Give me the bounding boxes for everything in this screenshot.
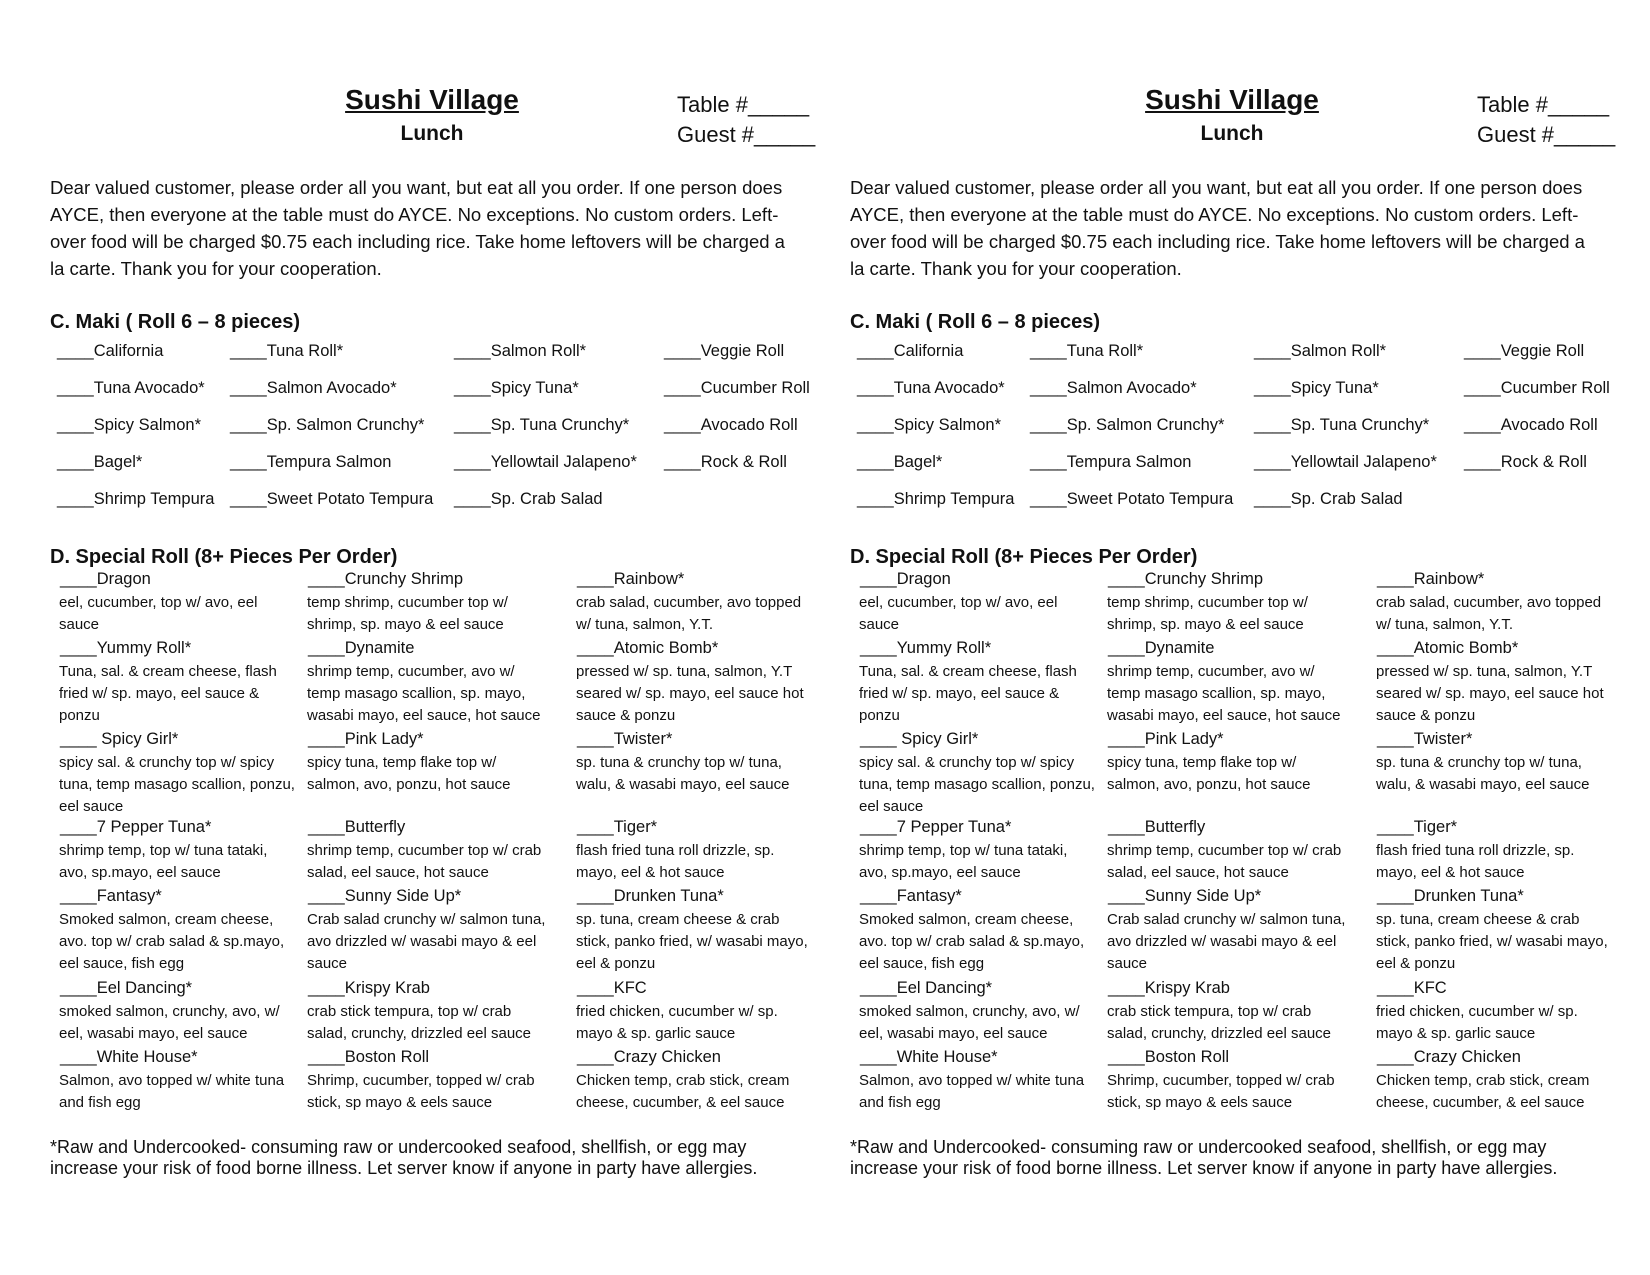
special-roll-name[interactable]: ____Atomic Bomb* bbox=[1377, 639, 1519, 657]
maki-item[interactable]: ____Bagel* bbox=[57, 453, 143, 471]
maki-item[interactable]: ____Cucumber Roll bbox=[1464, 379, 1610, 397]
special-roll-name[interactable]: ____Atomic Bomb* bbox=[577, 639, 719, 657]
special-roll-description: eel, cucumber, top w/ avo, eel sauce bbox=[59, 594, 258, 633]
maki-item[interactable]: ____Tempura Salmon bbox=[1030, 453, 1192, 471]
maki-item[interactable]: ____Avocado Roll bbox=[1464, 416, 1598, 434]
special-roll-name[interactable]: ____White House* bbox=[60, 1048, 198, 1066]
maki-item[interactable]: ____Spicy Tuna* bbox=[1254, 379, 1379, 397]
special-roll-name[interactable]: ____Dynamite bbox=[1108, 639, 1215, 657]
special-roll-name[interactable]: ____7 Pepper Tuna* bbox=[60, 818, 212, 836]
special-roll-description: smoked salmon, crunchy, avo, w/ eel, wasabi mayo, eel sauce bbox=[859, 1003, 1080, 1042]
special-roll-description: Tuna, sal. & cream cheese, flash fried w/ sp. mayo, eel sauce & ponzu bbox=[859, 663, 1077, 724]
special-roll-name[interactable]: ____Tiger* bbox=[1377, 818, 1458, 836]
special-roll-description: pressed w/ sp. tuna, salmon, Y.T seared w/ sp. mayo, eel sauce hot sauce & ponzu bbox=[576, 663, 804, 724]
special-roll-name[interactable]: ____KFC bbox=[1377, 979, 1447, 997]
maki-item[interactable]: ____Shrimp Tempura bbox=[857, 490, 1015, 508]
special-roll-description: Salmon, avo topped w/ white tuna and fish egg bbox=[59, 1072, 285, 1111]
special-roll-section-heading: D. Special Roll (8+ Pieces Per Order) bbox=[850, 546, 1198, 568]
meal-subtitle: Lunch bbox=[400, 122, 464, 145]
special-roll-description: spicy sal. & crunchy top w/ spicy tuna, temp masago scallion, ponzu, eel sauce bbox=[59, 754, 295, 815]
restaurant-title: Sushi Village bbox=[345, 84, 519, 115]
special-roll-name[interactable]: ____Fantasy* bbox=[60, 887, 162, 905]
restaurant-title: Sushi Village bbox=[1145, 84, 1319, 115]
special-roll-description: shrimp temp, cucumber top w/ crab salad, eel sauce, hot sauce bbox=[307, 842, 542, 881]
maki-item[interactable]: ____Spicy Salmon* bbox=[857, 416, 1002, 434]
special-roll-name[interactable]: ____Tiger* bbox=[577, 818, 658, 836]
special-roll-description: Salmon, avo topped w/ white tuna and fish egg bbox=[859, 1072, 1085, 1111]
special-roll-name[interactable]: ____Yummy Roll* bbox=[860, 639, 992, 657]
special-roll-list bbox=[50, 570, 820, 1110]
special-roll-description: spicy tuna, temp flake top w/ salmon, avo, ponzu, hot sauce bbox=[307, 754, 511, 793]
special-roll-description: shrimp temp, cucumber, avo w/ temp masago scallion, sp. mayo, wasabi mayo, eel sauce, hot sauce bbox=[307, 663, 541, 724]
raw-food-warning: *Raw and Undercooked- consuming raw or undercooked seafood, shellfish, or egg may increase your risk of food borne illness. Let server know if anyone in party have allergies. bbox=[850, 1137, 1558, 1178]
maki-item[interactable]: ____Sp. Crab Salad bbox=[454, 490, 603, 508]
maki-item[interactable]: ____Tuna Roll* bbox=[1030, 342, 1144, 360]
maki-item[interactable]: ____Sweet Potato Tempura bbox=[230, 490, 434, 508]
special-roll-description: sp. tuna & crunchy top w/ tuna, walu, & wasabi mayo, eel sauce bbox=[576, 754, 790, 793]
maki-item[interactable]: ____Avocado Roll bbox=[664, 416, 798, 434]
special-roll-list bbox=[850, 570, 1620, 1110]
maki-item[interactable]: ____Sp. Tuna Crunchy* bbox=[1254, 416, 1430, 434]
special-roll-name[interactable]: ____7 Pepper Tuna* bbox=[860, 818, 1012, 836]
maki-item[interactable]: ____Salmon Roll* bbox=[1254, 342, 1387, 360]
special-roll-description: spicy tuna, temp flake top w/ salmon, avo, ponzu, hot sauce bbox=[1107, 754, 1311, 793]
maki-item[interactable]: ____Sp. Salmon Crunchy* bbox=[1030, 416, 1225, 434]
special-roll-name[interactable]: ____Drunken Tuna* bbox=[1377, 887, 1524, 905]
maki-item[interactable]: ____Spicy Salmon* bbox=[57, 416, 202, 434]
special-roll-description: crab salad, cucumber, avo topped w/ tuna, salmon, Y.T. bbox=[576, 594, 802, 633]
special-roll-description: temp shrimp, cucumber top w/ shrimp, sp. mayo & eel sauce bbox=[307, 594, 508, 633]
special-roll-name[interactable]: ____Twister* bbox=[1377, 730, 1473, 748]
special-roll-name[interactable]: ____Pink Lady* bbox=[1108, 730, 1224, 748]
raw-food-warning: *Raw and Undercooked- consuming raw or undercooked seafood, shellfish, or egg may increase your risk of food borne illness. Let server know if anyone in party have allergies. bbox=[50, 1137, 758, 1178]
special-roll-description: shrimp temp, cucumber top w/ crab salad, eel sauce, hot sauce bbox=[1107, 842, 1342, 881]
maki-list bbox=[850, 342, 1620, 532]
maki-item[interactable]: ____Sp. Tuna Crunchy* bbox=[454, 416, 630, 434]
maki-item[interactable]: ____Veggie Roll bbox=[664, 342, 785, 360]
special-roll-name[interactable]: ____Pink Lady* bbox=[308, 730, 424, 748]
maki-item[interactable]: ____California bbox=[57, 342, 164, 360]
maki-item[interactable]: ____Spicy Tuna* bbox=[454, 379, 579, 397]
maki-item[interactable]: ____California bbox=[857, 342, 964, 360]
maki-item[interactable]: ____Bagel* bbox=[857, 453, 943, 471]
maki-item[interactable]: ____Shrimp Tempura bbox=[57, 490, 215, 508]
special-roll-description: fried chicken, cucumber w/ sp. mayo & sp. garlic sauce bbox=[576, 1003, 778, 1042]
special-roll-name[interactable]: ____Eel Dancing* bbox=[860, 979, 993, 997]
maki-item[interactable]: ____Yellowtail Jalapeno* bbox=[1254, 453, 1437, 471]
special-roll-description: Shrimp, cucumber, topped w/ crab stick, sp mayo & eels sauce bbox=[1107, 1072, 1335, 1111]
special-roll-description: Tuna, sal. & cream cheese, flash fried w/ sp. mayo, eel sauce & ponzu bbox=[59, 663, 277, 724]
special-roll-name[interactable]: ____Rainbow* bbox=[577, 570, 685, 588]
maki-item[interactable]: ____Veggie Roll bbox=[1464, 342, 1585, 360]
maki-item[interactable]: ____Sweet Potato Tempura bbox=[1030, 490, 1234, 508]
special-roll-description: Smoked salmon, cream cheese, avo. top w/ crab salad & sp.mayo, eel sauce, fish egg bbox=[59, 911, 285, 972]
special-roll-description: spicy sal. & crunchy top w/ spicy tuna, temp masago scallion, ponzu, eel sauce bbox=[859, 754, 1095, 815]
table-number-field[interactable]: Table #_____ bbox=[1477, 92, 1610, 117]
maki-item[interactable]: ____Salmon Avocado* bbox=[1030, 379, 1197, 397]
maki-item[interactable]: ____Rock & Roll bbox=[664, 453, 787, 471]
special-roll-description: Chicken temp, crab stick, cream cheese, cucumber, & eel sauce bbox=[576, 1072, 790, 1111]
customer-notice: Dear valued customer, please order all you want, but eat all you order. If one person does AYCE, then everyone at the table must do AYCE. No exceptions. No custom orders. Left-over food will be charged $0.75 each including rice. Take home leftovers will be charged a la carte. Thank you for your cooperation. bbox=[50, 177, 785, 279]
special-roll-description: Smoked salmon, cream cheese, avo. top w/ crab salad & sp.mayo, eel sauce, fish egg bbox=[859, 911, 1085, 972]
special-roll-name[interactable]: ____Twister* bbox=[577, 730, 673, 748]
special-roll-name[interactable]: ____Dragon bbox=[860, 570, 951, 588]
special-roll-description: Chicken temp, crab stick, cream cheese, cucumber, & eel sauce bbox=[1376, 1072, 1590, 1111]
special-roll-name[interactable]: ____Crunchy Shrimp bbox=[308, 570, 463, 588]
guest-number-field[interactable]: Guest #_____ bbox=[677, 122, 816, 147]
special-roll-name[interactable]: ____Eel Dancing* bbox=[60, 979, 193, 997]
special-roll-name[interactable]: ____Butterfly bbox=[308, 818, 406, 836]
maki-item[interactable]: ____Sp. Salmon Crunchy* bbox=[230, 416, 425, 434]
maki-item[interactable]: ____Tuna Avocado* bbox=[57, 379, 205, 397]
special-roll-description: fried chicken, cucumber w/ sp. mayo & sp. garlic sauce bbox=[1376, 1003, 1578, 1042]
special-roll-description: Shrimp, cucumber, topped w/ crab stick, sp mayo & eels sauce bbox=[307, 1072, 535, 1111]
special-roll-description: Crab salad crunchy w/ salmon tuna, avo drizzled w/ wasabi mayo & eel sauce bbox=[1107, 911, 1346, 972]
special-roll-description: pressed w/ sp. tuna, salmon, Y.T seared w/ sp. mayo, eel sauce hot sauce & ponzu bbox=[1376, 663, 1604, 724]
special-roll-name[interactable]: ____Crazy Chicken bbox=[1377, 1048, 1521, 1066]
table-number-field[interactable]: Table #_____ bbox=[677, 92, 810, 117]
special-roll-description: temp shrimp, cucumber top w/ shrimp, sp. mayo & eel sauce bbox=[1107, 594, 1308, 633]
special-roll-name[interactable]: ____Krispy Krab bbox=[1108, 979, 1230, 997]
menu-sheet-right bbox=[850, 0, 1620, 1275]
special-roll-description: eel, cucumber, top w/ avo, eel sauce bbox=[859, 594, 1058, 633]
special-roll-section-heading: D. Special Roll (8+ Pieces Per Order) bbox=[50, 546, 398, 568]
maki-item[interactable]: ____Tuna Avocado* bbox=[857, 379, 1005, 397]
special-roll-name[interactable]: ____ Spicy Girl* bbox=[60, 730, 179, 748]
maki-item[interactable]: ____Tempura Salmon bbox=[230, 453, 392, 471]
special-roll-description: smoked salmon, crunchy, avo, w/ eel, wasabi mayo, eel sauce bbox=[59, 1003, 280, 1042]
special-roll-name[interactable]: ____Dragon bbox=[60, 570, 151, 588]
special-roll-description: flash fried tuna roll drizzle, sp. mayo, eel & hot sauce bbox=[576, 842, 775, 881]
special-roll-description: sp. tuna, cream cheese & crab stick, panko fried, w/ wasabi mayo, eel & ponzu bbox=[576, 911, 808, 972]
special-roll-name[interactable]: ____Butterfly bbox=[1108, 818, 1206, 836]
maki-item[interactable]: ____Rock & Roll bbox=[1464, 453, 1587, 471]
maki-item[interactable]: ____Salmon Avocado* bbox=[230, 379, 397, 397]
special-roll-name[interactable]: ____Boston Roll bbox=[308, 1048, 430, 1066]
maki-item[interactable]: ____Sp. Crab Salad bbox=[1254, 490, 1403, 508]
special-roll-description: shrimp temp, cucumber, avo w/ temp masago scallion, sp. mayo, wasabi mayo, eel sauce, hot sauce bbox=[1107, 663, 1341, 724]
special-roll-name[interactable]: ____Crunchy Shrimp bbox=[1108, 570, 1263, 588]
guest-number-field[interactable]: Guest #_____ bbox=[1477, 122, 1616, 147]
special-roll-description: sp. tuna & crunchy top w/ tuna, walu, & wasabi mayo, eel sauce bbox=[1376, 754, 1590, 793]
special-roll-name[interactable]: ____Fantasy* bbox=[860, 887, 962, 905]
special-roll-description: crab stick tempura, top w/ crab salad, crunchy, drizzled eel sauce bbox=[307, 1003, 532, 1042]
meal-subtitle: Lunch bbox=[1200, 122, 1264, 145]
maki-section-heading: C. Maki ( Roll 6 – 8 pieces) bbox=[850, 311, 1101, 333]
special-roll-name[interactable]: ____Boston Roll bbox=[1108, 1048, 1230, 1066]
special-roll-name[interactable]: ____Rainbow* bbox=[1377, 570, 1485, 588]
customer-notice: Dear valued customer, please order all you want, but eat all you order. If one person does AYCE, then everyone at the table must do AYCE. No exceptions. No custom orders. Left-over food will be charged $0.75 each including rice. Take home leftovers will be charged a la carte. Thank you for your cooperation. bbox=[850, 177, 1585, 279]
special-roll-name[interactable]: ____Sunny Side Up* bbox=[308, 887, 462, 905]
special-roll-description: Crab salad crunchy w/ salmon tuna, avo drizzled w/ wasabi mayo & eel sauce bbox=[307, 911, 546, 972]
special-roll-description: shrimp temp, top w/ tuna tataki, avo, sp.mayo, eel sauce bbox=[859, 842, 1068, 881]
special-roll-name[interactable]: ____Drunken Tuna* bbox=[577, 887, 724, 905]
special-roll-description: crab salad, cucumber, avo topped w/ tuna, salmon, Y.T. bbox=[1376, 594, 1602, 633]
maki-item[interactable]: ____Yellowtail Jalapeno* bbox=[454, 453, 637, 471]
maki-item[interactable]: ____Tuna Roll* bbox=[230, 342, 344, 360]
special-roll-description: crab stick tempura, top w/ crab salad, crunchy, drizzled eel sauce bbox=[1107, 1003, 1332, 1042]
special-roll-name[interactable]: ____White House* bbox=[860, 1048, 998, 1066]
special-roll-name[interactable]: ____Sunny Side Up* bbox=[1108, 887, 1262, 905]
special-roll-description: flash fried tuna roll drizzle, sp. mayo, eel & hot sauce bbox=[1376, 842, 1575, 881]
special-roll-name[interactable]: ____ Spicy Girl* bbox=[860, 730, 979, 748]
special-roll-name[interactable]: ____Dynamite bbox=[308, 639, 415, 657]
special-roll-name[interactable]: ____KFC bbox=[577, 979, 647, 997]
menu-sheet-left bbox=[50, 0, 820, 1275]
maki-item[interactable]: ____Cucumber Roll bbox=[664, 379, 810, 397]
maki-section-heading: C. Maki ( Roll 6 – 8 pieces) bbox=[50, 311, 301, 333]
special-roll-description: sp. tuna, cream cheese & crab stick, panko fried, w/ wasabi mayo, eel & ponzu bbox=[1376, 911, 1608, 972]
special-roll-name[interactable]: ____Crazy Chicken bbox=[577, 1048, 721, 1066]
special-roll-name[interactable]: ____Yummy Roll* bbox=[60, 639, 192, 657]
special-roll-name[interactable]: ____Krispy Krab bbox=[308, 979, 430, 997]
special-roll-description: shrimp temp, top w/ tuna tataki, avo, sp.mayo, eel sauce bbox=[59, 842, 268, 881]
maki-item[interactable]: ____Salmon Roll* bbox=[454, 342, 587, 360]
maki-list bbox=[50, 342, 820, 532]
